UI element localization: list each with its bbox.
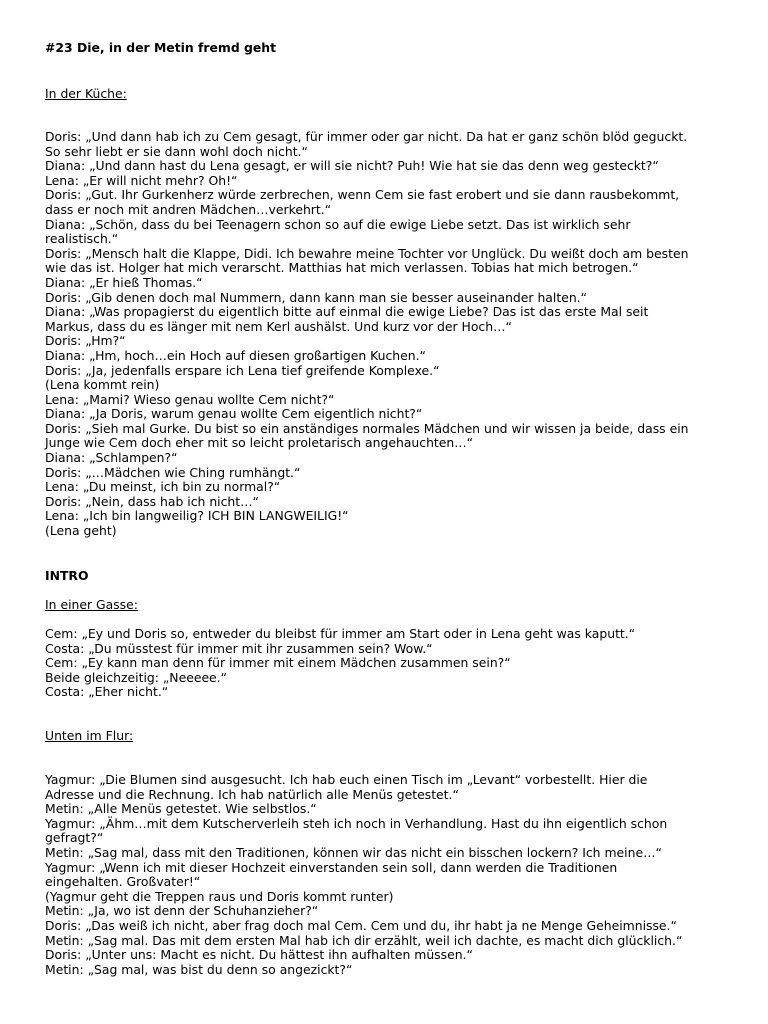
dialogue-line: Doris: „Sieh mal Gurke. Du bist so ein anständiges normales Mädchen und wir wissen ja beide, dass ein [45, 420, 689, 436]
dialogue-line: Doris: „…Mädchen wie Ching rumhängt.“ [45, 464, 301, 480]
dialogue-line: Metin: „Alle Menüs getestet. Wie selbstlos.“ [45, 801, 317, 817]
dialogue-line: Doris: „Und dann hab ich zu Cem gesagt, für immer oder gar nicht. Da hat er ganz schön blöd geguckt. [45, 129, 688, 144]
dialogue-line: Doris: „Gut. Ihr Gurkenherz würde zerbrechen, wenn Cem sie fast erobert und sie dann rausbekommt, [45, 187, 680, 203]
dialogue-line: Cem: „Ey kann man denn für immer mit einem Mädchen zusammen sein?“ [45, 655, 511, 671]
dialogue-line: Doris: „Gib denen doch mal Nummern, dann kann man sie besser auseinander halten.“ [45, 289, 588, 305]
dialogue-line: eingehalten. Großvater!“ [45, 874, 201, 890]
dialogue-line: Diana: „Was propagierst du eigentlich bitte auf einmal die ewige Liebe? Das ist das erste Mal seit [45, 304, 649, 320]
dialogue-line: wie das ist. Holger hat mich verarscht. Matthias hat mich verlassen. Tobias hat mich betrogen.“ [45, 260, 639, 276]
scene-heading-kitchen: In der Küche: [45, 86, 127, 101]
dialogue-line: Doris: „Das weiß ich nicht, aber frag doch mal Cem. Cem und du, ihr habt ja ne Menge Geheimnisse.“ [45, 917, 677, 933]
dialogue-line: So sehr liebt er sie dann wohl doch nicht.“ [45, 143, 308, 159]
dialogue-line: Yagmur: „Ähm…mit dem Kutscherverleih steh ich noch in Verhandlung. Hast du ihn eigentlich schon [45, 815, 668, 831]
dialogue-line: Diana: „Er hieß Thomas.“ [45, 274, 203, 290]
dialogue-line: Costa: „Eher nicht.“ [45, 684, 169, 700]
dialogue-line: (Yagmur geht die Treppen raus und Doris kommt runter) [45, 888, 394, 904]
dialogue-line: Costa: „Du müsstest für immer mit ihr zusammen sein? Wow.“ [45, 640, 433, 656]
dialogue-line: Metin: „Sag mal, dass mit den Traditionen, können wir das nicht ein bisschen lockern? Ich meine…“ [45, 844, 662, 860]
dialogue-line: Yagmur: „Die Blumen sind ausgesucht. Ich hab euch einen Tisch im „Levant“ vorbestellt. Hier die [45, 772, 648, 787]
dialogue-line: Doris: „Hm?“ [45, 333, 126, 349]
dialogue-line: Metin: „Ja, wo ist denn der Schuhanzieher?“ [45, 903, 319, 919]
dialogue-line: Adresse und die Rechnung. Ich hab natürlich alle Menüs getestet.“ [45, 786, 459, 802]
dialogue-line: realistisch.“ [45, 231, 119, 247]
scene-heading-hallway: Unten im Flur: [45, 728, 134, 743]
scene-hallway-dialogue [45, 773, 682, 977]
dialogue-line: Cem: „Ey und Doris so, entweder du bleibst für immer am Start oder in Lena geht was kaputt.“ [45, 626, 636, 641]
dialogue-line: Diana: „Ja Doris, warum genau wollte Cem eigentlich nicht?“ [45, 406, 423, 422]
dialogue-line: Lena: „Er will nicht mehr? Oh!“ [45, 172, 238, 188]
scene-kitchen-dialogue [45, 130, 689, 539]
dialogue-line: Doris: „Ja, jedenfalls erspare ich Lena tief greifende Komplexe.“ [45, 362, 440, 378]
dialogue-line: Junge wie Cem doch eher mit so leicht proletarisch angehauchten…“ [45, 435, 474, 451]
dialogue-line: Diana: „Und dann hast du Lena gesagt, er will sie nicht? Puh! Wie hat sie das denn weg gesteckt?“ [45, 158, 659, 174]
dialogue-line: Metin: „Sag mal, was bist du denn so angezickt?“ [45, 961, 353, 977]
document-title: #23 Die, in der Metin fremd geht [45, 40, 277, 55]
dialogue-line: Yagmur: „Wenn ich mit dieser Hochzeit einverstanden sein soll, dann werden die Traditionen [45, 859, 618, 875]
dialogue-line: Beide gleichzeitig: „Neeeee.“ [45, 669, 228, 685]
dialogue-line: Doris: „Unter uns: Macht es nicht. Du hättest ihn aufhalten müssen.“ [45, 947, 473, 963]
dialogue-line: Lena: „Du meinst, ich bin zu normal?“ [45, 479, 281, 495]
dialogue-line: Diana: „Hm, hoch…ein Hoch auf diesen großartigen Kuchen.“ [45, 347, 426, 363]
scene-alley-dialogue [45, 627, 635, 700]
dialogue-line: Diana: „Schlampen?“ [45, 450, 178, 466]
dialogue-line: Lena: „Ich bin langweilig? ICH BIN LANGWEILIG!“ [45, 508, 349, 524]
dialogue-line: Diana: „Schön, dass du bei Teenagern schon so auf die ewige Liebe setzt. Das ist wirklich sehr [45, 216, 631, 232]
dialogue-line: (Lena kommt rein) [45, 377, 160, 393]
intro-heading: INTRO [45, 568, 89, 583]
scene-heading-alley: In einer Gasse: [45, 597, 138, 612]
dialogue-line: dass er noch mit andren Mädchen…verkehrt.“ [45, 201, 332, 217]
dialogue-line: Metin: „Sag mal. Das mit dem ersten Mal hab ich dir erzählt, weil ich dachte, es macht dich glücklich.“ [45, 932, 683, 948]
dialogue-line: Markus, dass du es länger mit nem Kerl aushälst. Und kurz vor der Hoch…“ [45, 318, 512, 334]
dialogue-line: Doris: „Mensch halt die Klappe, Didi. Ich bewahre meine Tochter vor Unglück. Du weißt doch am besten [45, 245, 689, 261]
dialogue-line: gefragt?“ [45, 830, 104, 846]
dialogue-line: (Lena geht) [45, 523, 117, 539]
dialogue-line: Doris: „Nein, dass hab ich nicht…“ [45, 493, 259, 509]
dialogue-line: Lena: „Mami? Wieso genau wollte Cem nicht?“ [45, 391, 335, 407]
